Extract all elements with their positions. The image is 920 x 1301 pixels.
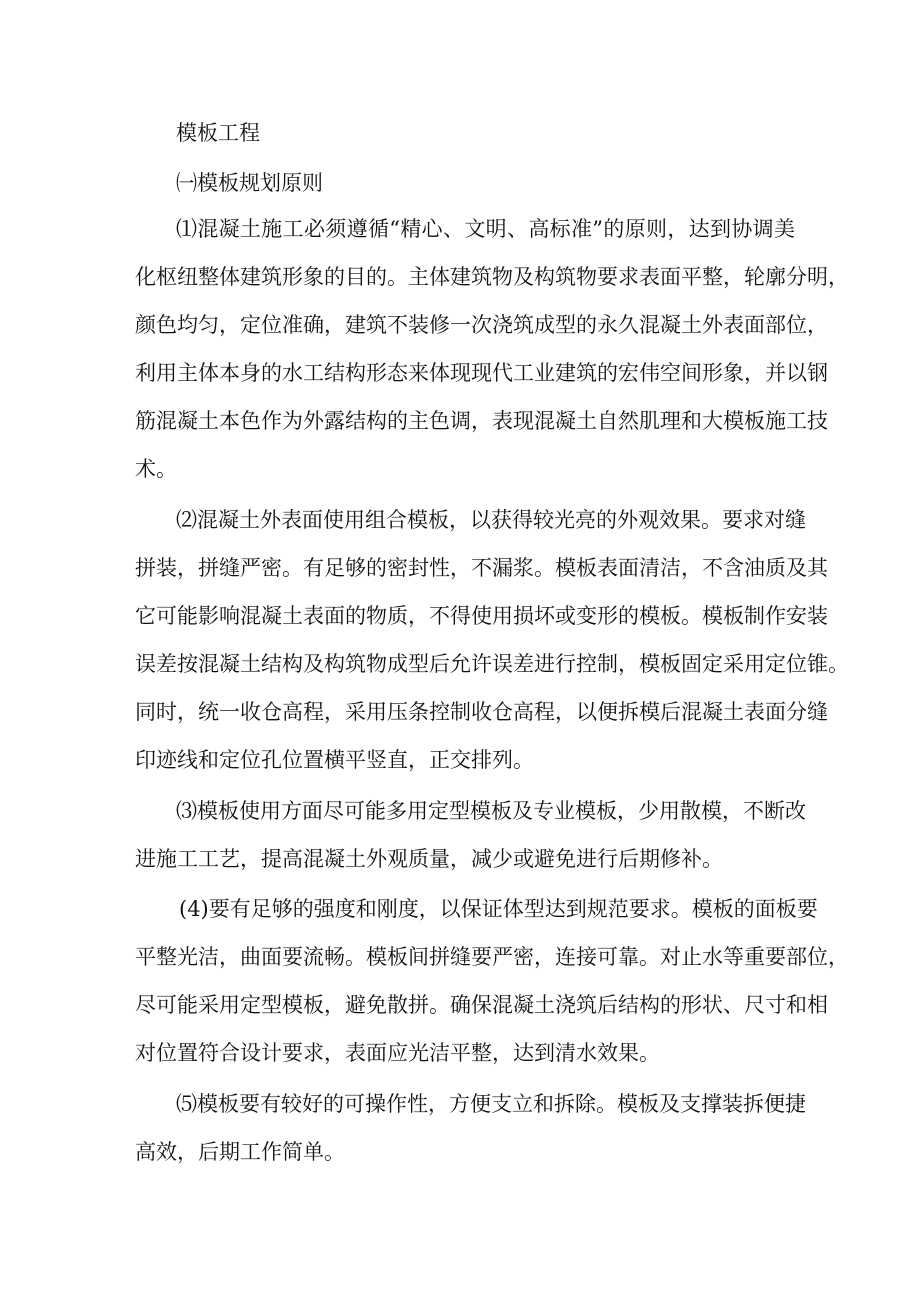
paragraph-line: 利用主体本身的水工结构形态来体现现代工业建筑的宏伟空间形象，并以钢 xyxy=(135,361,828,385)
paragraph-line: 术。 xyxy=(135,457,177,481)
paragraph-line: ⑶模板使用方面尽可能多用定型模板及专业模板，少用散模，不断改 xyxy=(176,799,806,823)
paragraph-line: 印迹线和定位孔位置横平竖直，正交排列。 xyxy=(135,748,534,772)
paragraph-line: ⑸模板要有较好的可操作性，方便支立和拆除。模板及支撑装拆便捷 xyxy=(176,1092,806,1116)
paragraph-line: 进施工工艺，提高混凝土外观质量，减少或避免进行后期修补。 xyxy=(135,847,723,871)
paragraph-line: 平整光洁，曲面要流畅。模板间拼缝要严密，连接可靠。对止水等重要部位， xyxy=(135,945,849,969)
paragraph-line: 同时，统一收仓高程，采用压条控制收仓高程，以便拆模后混凝土表面分缝 xyxy=(135,700,828,724)
paragraph-line: 化枢纽整体建筑形象的目的。主体建筑物及构筑物要求表面平整，轮廓分明， xyxy=(135,265,849,289)
paragraph-line: 对位置符合设计要求，表面应光洁平整，达到清水效果。 xyxy=(135,1041,660,1065)
paragraph-line: 颜色均匀，定位准确，建筑不装修一次浇筑成型的永久混凝土外表面部位， xyxy=(135,313,828,337)
paragraph-line: 它可能影响混凝土表面的物质，不得使用损坏或变形的模板。模板制作安装 xyxy=(135,604,828,628)
paragraph-line: ⑴混凝土施工必须遵循“精心、文明、高标准”的原则，达到协调美 xyxy=(176,217,795,241)
subsection-heading: ㈠模板规划原则 xyxy=(176,171,323,195)
paragraph-line: 尽可能采用定型模板，避免散拼。确保混凝土浇筑后结构的形状、尺寸和相 xyxy=(135,993,828,1017)
paragraph-line: ⑵混凝土外表面使用组合模板，以获得较光亮的外观效果。要求对缝 xyxy=(176,508,806,532)
paragraph-line: 筋混凝土本色作为外露结构的主色调，表现混凝土自然肌理和大模板施工技 xyxy=(135,409,828,433)
paragraph-line: 误差按混凝土结构及构筑物成型后允许误差进行控制，模板固定采用定位锥。 xyxy=(135,652,849,676)
paragraph-line: 高效，后期工作简单。 xyxy=(135,1140,345,1164)
paragraph-line: 拼装，拼缝严密。有足够的密封性，不漏浆。模板表面清洁，不含油质及其 xyxy=(135,556,828,580)
section-heading: 模板工程 xyxy=(176,121,260,145)
paragraph-line: (4)要有足够的强度和刚度，以保证体型达到规范要求。模板的面板要 xyxy=(179,897,818,921)
